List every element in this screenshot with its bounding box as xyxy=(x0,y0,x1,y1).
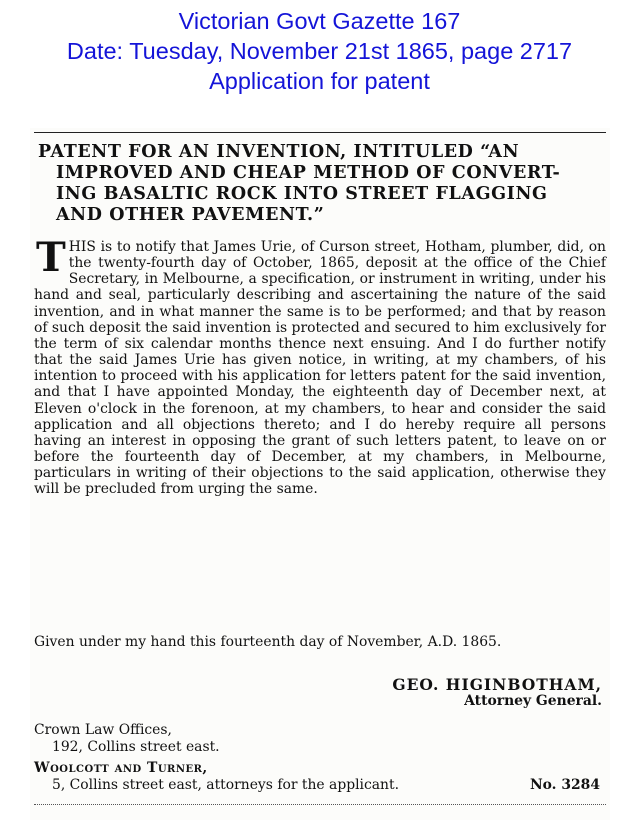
title-line: PATENT FOR AN INVENTION, INTITULED “AN xyxy=(38,142,520,162)
newspaper-clipping xyxy=(30,128,610,820)
bottom-divider xyxy=(34,804,606,805)
attorney-firm: Woolcott and Turner, xyxy=(34,760,208,776)
title-line: ING BASALTIC ROCK INTO STREET FLAGGING xyxy=(56,184,548,204)
gazette-title: Victorian Govt Gazette 167 xyxy=(178,8,461,34)
dated-line: Given under my hand this fourteenth day of November, A.D. 1865. xyxy=(34,634,502,650)
gazette-date: Date: Tuesday, November 21st 1865, page 2717 xyxy=(66,38,573,64)
attorney-block xyxy=(34,760,606,793)
top-divider xyxy=(34,132,606,133)
notice-body-text: HIS is to notify that James Urie, of Curson street, Hotham, plumber, did, on the twenty-fourth day of October, 1865, deposit at the office of the Chief Secretary, in Melbourne, a specification, or instrument in writing, under his hand and seal, particularly describing and ascertaining the nature of the said invention, and in what manner the same is to be performed; and that by reason of such deposit the said invention is protected and secured to him exclusively for the term of six calendar months thence next ensuing. And I do further notify that the said James Urie has given notice, in writing, at my chambers, of his intention to proceed with his application for letters patent for the said invention, and that I have appointed Monday, the eighteenth day of December next, at Eleven o'clock in the forenoon, at my chambers, to hear and consider the said application and all objections thereto; and I do hereby require all persons having an interest in opposing the grant of such letters patent, to leave on or before the fourteenth day of December, at my chambers, in Melbourne, particulars in writing of their objections to the said application, otherwise they will be precluded from urging the same. xyxy=(34,239,606,498)
page-header xyxy=(0,6,639,96)
title-line: IMPROVED AND CHEAP METHOD OF CONVERT- xyxy=(56,163,561,183)
signatory-title: Attorney General. xyxy=(464,693,602,709)
office-address: 192, Collins street east. xyxy=(52,738,220,755)
drop-cap: T xyxy=(36,234,66,281)
signatory-name: GEO. HIGINBOTHAM, xyxy=(392,675,602,694)
attorney-address: 5, Collins street east, attorneys for the applicant. xyxy=(52,776,399,793)
gazette-subject: Application for patent xyxy=(209,68,430,94)
office-name: Crown Law Offices, xyxy=(34,722,172,738)
notice-number: No. 3284 xyxy=(529,776,600,793)
title-line: AND OTHER PAVEMENT.” xyxy=(56,205,325,225)
notice-body xyxy=(34,234,606,498)
office-block xyxy=(34,722,606,755)
signature-block xyxy=(392,676,602,710)
attorney-row xyxy=(34,777,606,794)
notice-title xyxy=(38,142,606,226)
